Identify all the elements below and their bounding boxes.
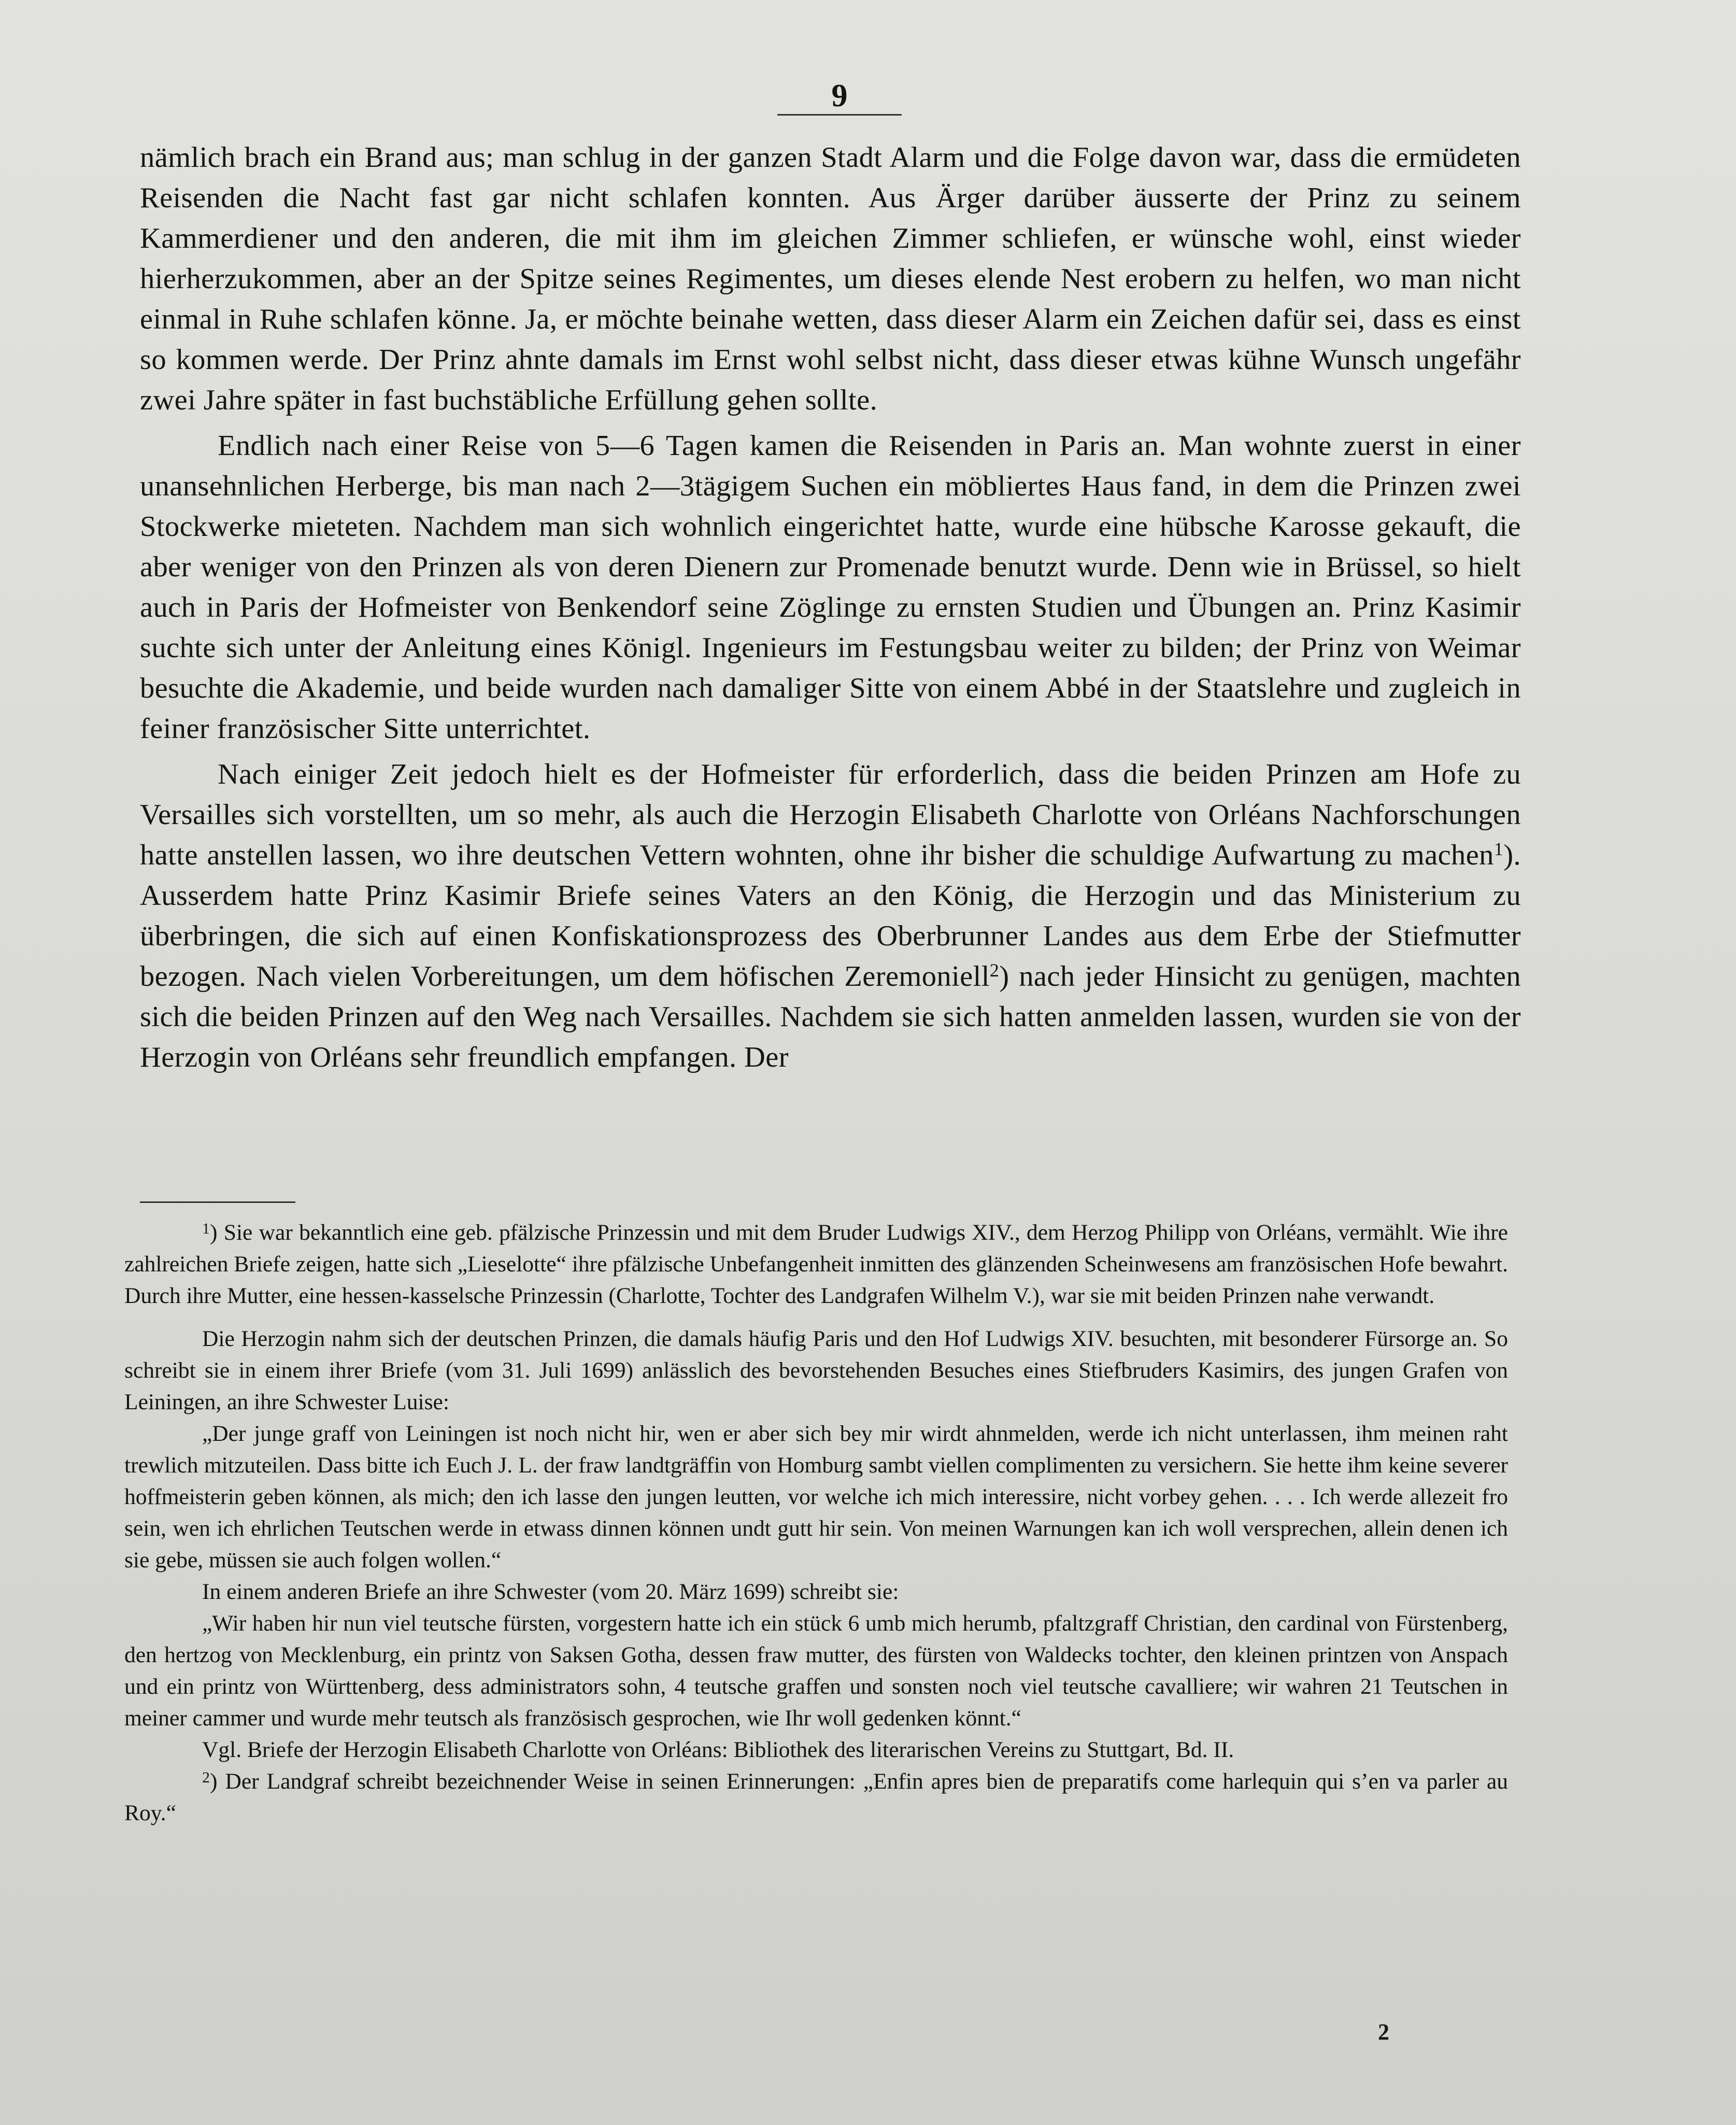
paragraph-3: [140, 754, 1521, 1078]
paragraph-3-part-c: ) nach jeder Hinsicht zu genügen, machten sich die beiden Prinzen auf den Weg nach Versailles. Nachdem sie sich hatten anmelden lassen, wurden sie von der Herzogin von Orléans sehr freundlich empfangen. Der: [140, 960, 1521, 1073]
footnote-1-quote-1: „Der junge graff von Leiningen ist noch nicht hir, wen er aber sich bey mir wirdt ahnmelden, werde ich nicht unterlassen, ihm meinen raht trewlich mitzuteilen. Dass bitte ich Euch J. L. der fraw landtgräffin von Homburg sambt viellen complimenten zu versichern. Sie hette ihm keine severer hoffmeisterin geben können, als mich; den ich lasse den jungen leutten, vor welche ich mich interessire, nicht vorbey gehen. . . . Ich werde allezeit fro sein, wen ich ehrlichen Teutschen werde in etwass dinnen können undt gutt hir sein. Von meinen Warnungen kan ich woll versprechen, allein denen ich sie gebe, müssen sie auch folgen wollen.“: [124, 1421, 1508, 1572]
footnote-ref-1: 1: [1493, 839, 1504, 859]
signature-mark: 2: [1378, 2019, 1389, 2045]
footnote-1-marker: 1: [202, 1220, 210, 1237]
footnote-1-paragraph-2: Die Herzogin nahm sich der deutschen Prinzen, die damals häufig Paris und den Hof Ludwigs XIV. besuchten, mit besonderer Fürsorge an. So schreibt sie in einem ihrer Briefe (vom 31. Juli 1699) anlässlich des bevorstehenden Besuches eines Stiefbruders Kasimirs, des jungen Grafen von Leiningen, an ihre Schwester Luise:: [124, 1326, 1508, 1414]
footnote-1: [124, 1217, 1508, 1312]
footnote-1-text: ) Sie war bekanntlich eine geb. pfälzische Prinzessin und mit dem Bruder Ludwigs XIV., dem Herzog Philipp von Orléans, vermählt. Wie ihre zahlreichen Briefe zeigen, hatte sich „Lieselotte“ ihre pfälzische Unbefangenheit inmitten des glänzenden Scheinwesens am französischen Hofe bewahrt. Durch ihre Mutter, eine hessen-kasselsche Prinzessin (Charlotte, Tochter des Landgrafen Wilhelm V.), war sie mit beiden Prinzen nahe verwandt.: [124, 1220, 1508, 1308]
footnote-rule: [140, 1201, 295, 1203]
paragraph-3-part-b: ). Ausserdem hatte Prinz Kasimir Briefe seines Vaters an den König, die Herzogin und das Ministerium zu überbringen, die sich auf einen Konfiskationsprozess des Oberbrunner Landes aus dem Erbe der Stiefmutter bezogen. Nach vielen Vorbereitungen, um dem höfischen Zeremoniell: [140, 839, 1521, 993]
footnotes: [124, 1217, 1508, 1829]
page-number: 9: [831, 78, 848, 114]
paragraph-3-part-a: Nach einiger Zeit jedoch hielt es der Hofmeister für erforderlich, dass die beiden Prinzen am Hofe zu Versailles sich vorstellten, um so mehr, als auch die Herzogin Elisabeth Charlotte von Orléans Nachforschungen hatte anstellen lassen, wo ihre deutschen Vettern wohnten, ohne ihr bisher die schuldige Aufwartung zu machen: [140, 758, 1521, 871]
paragraph-2: Endlich nach einer Reise von 5—6 Tagen kamen die Reisenden in Paris an. Man wohnte zuerst in einer unansehnlichen Herberge, bis man nach 2—3tägigem Suchen ein möbliertes Haus fand, in dem die Prinzen zwei Stockwerke mieteten. Nachdem man sich wohnlich eingerichtet hatte, wurde eine hübsche Karosse gekauft, die aber weniger von den Prinzen als von deren Dienern zur Promenade benutzt wurde. Denn wie in Brüssel, so hielt auch in Paris der Hofmeister von Benkendorf seine Zöglinge zu ernsten Studien und Übungen an. Prinz Kasimir suchte sich unter der Anleitung eines Königl. Ingenieurs im Festungsbau weiter zu bilden; der Prinz von Weimar besuchte die Akademie, und beide wurden nach damaliger Sitte von einem Abbé in der Staatslehre und zugleich in feiner französischer Sitte unterrichtet.: [140, 430, 1521, 745]
footnote-1-quote-2: „Wir haben hir nun viel teutsche fürsten, vorgestern hatte ich ein stück 6 umb mich herumb, pfaltzgraff Christian, den cardinal von Fürstenberg, den hertzog von Mecklenburg, ein printz von Saksen Gotha, dessen fraw mutter, des fürsten von Waldecks tochter, den kleinen printzen von Anspach und ein printz von Württenberg, dess administrators sohn, 4 teutsche graffen und sonsten noch viel teutsche cavalliere; wir wahren 21 Teutschen in meiner cammer und wurde mehr teutsch als französisch gesprochen, wie Ihr woll gedenken könnt.“: [124, 1611, 1508, 1731]
paragraph-1: nämlich brach ein Brand aus; man schlug in der ganzen Stadt Alarm und die Folge davon war, dass die ermüdeten Reisenden die Nacht fast gar nicht schlafen konnten. Aus Ärger darüber äusserte der Prinz zu seinem Kammerdiener und den anderen, die mit ihm im gleichen Zimmer schliefen, er wünsche wohl, einst wieder hierherzukommen, aber an der Spitze seines Regimentes, um dieses elende Nest erobern zu helfen, wo man nicht einmal in Ruhe schlafen könne. Ja, er möchte beinahe wetten, dass dieser Alarm ein Zeichen dafür sei, dass es einst so kommen werde. Der Prinz ahnte damals im Ernst wohl selbst nicht, dass dieser etwas kühne Wunsch ungefähr zwei Jahre später in fast buchstäbliche Erfüllung gehen sollte.: [140, 141, 1521, 416]
footnote-2-text: ) Der Landgraf schreibt bezeichnender Weise in seinen Erinnerungen: „Enfin apres bien de preparatifs come harlequin qui s’en va parler au Roy.“: [124, 1769, 1508, 1825]
footnote-1-reference: Vgl. Briefe der Herzogin Elisabeth Charlotte von Orléans: Bibliothek des literarischen Vereins zu Stuttgart, Bd. II.: [202, 1737, 1234, 1762]
footnote-ref-2: 2: [989, 960, 1000, 981]
footnote-2-marker: 2: [202, 1769, 210, 1786]
body-text: [140, 137, 1521, 1078]
footnote-2: [124, 1766, 1508, 1829]
header-rule: [777, 114, 902, 116]
footnote-1-paragraph-3: In einem anderen Briefe an ihre Schwester (vom 20. März 1699) schreibt sie:: [202, 1579, 899, 1604]
